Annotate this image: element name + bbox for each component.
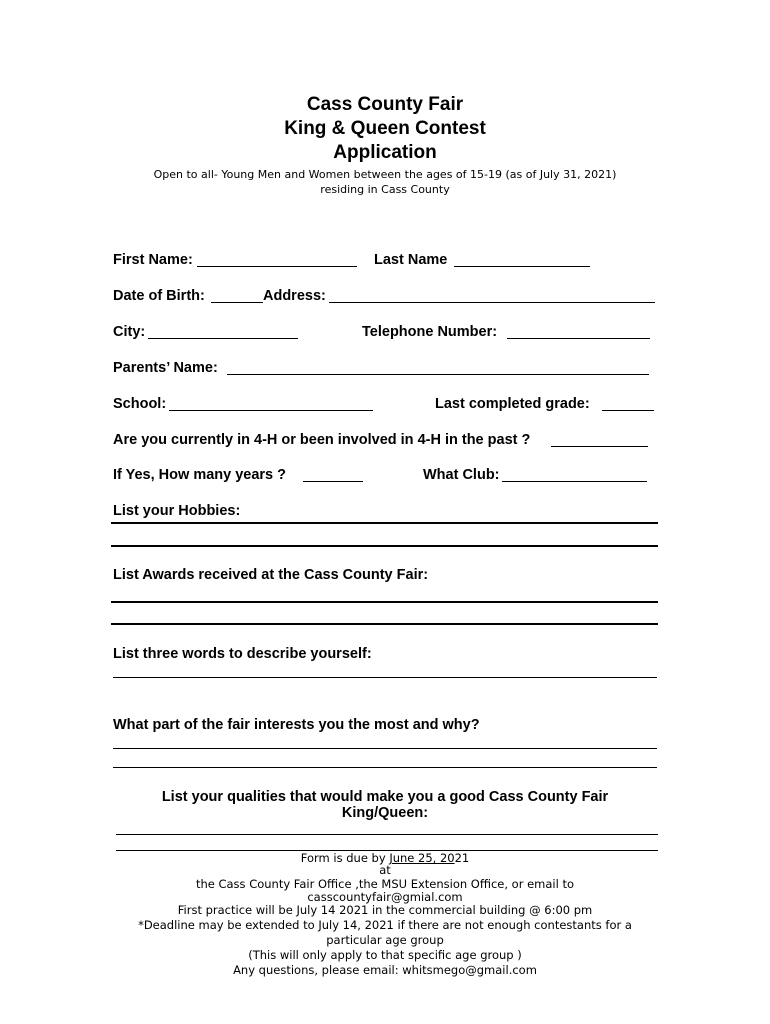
parents-name-line[interactable] [227,374,649,375]
hobbies-line-1[interactable] [111,522,658,524]
due-suffix: 21 [454,851,470,865]
practice-text: First practice will be July 14 2021 in the commercial building @ 6:00 pm [177,903,593,917]
last-name-label: Last Name [374,252,448,268]
awards-line-1[interactable] [111,601,658,603]
fair-interest-label: What part of the fair interests you the most and why? [113,717,480,733]
club-line[interactable] [502,481,647,482]
grade-line[interactable] [602,410,654,411]
city-line[interactable] [148,338,298,339]
first-name-label: First Name: [113,252,193,268]
fourh-line[interactable] [551,446,648,447]
school-line[interactable] [169,410,373,411]
last-name-line[interactable] [454,266,590,267]
due-date: June 25, 20 [389,851,455,865]
eligibility-text: Open to all- Young Men and Women between the ages of 15-19 (as of July 31, 2021) [153,168,617,181]
three-words-line[interactable] [113,677,657,678]
years-label: If Yes, How many years ? [113,467,287,483]
parents-name-label: Parents’ Name: [113,360,218,376]
city-label: City: [113,324,146,340]
due-prefix: Form is due by [300,851,390,865]
office-text: the Cass County Fair Office ,the MSU Extension Office, or email to [195,877,575,891]
dob-label: Date of Birth: [113,288,205,304]
residency-text: residing in Cass County [320,183,450,196]
telephone-label: Telephone Number: [362,324,498,340]
first-name-line[interactable] [197,266,357,267]
fair-interest-line-2[interactable] [113,767,657,768]
dob-line[interactable] [211,302,263,303]
three-words-label: List three words to describe yourself: [113,646,372,662]
age-group-text: particular age group [326,933,444,947]
address-line[interactable] [329,302,655,303]
hobbies-line-2[interactable] [111,545,658,547]
school-label: School: [113,396,167,412]
hobbies-label: List your Hobbies: [113,503,241,519]
telephone-line[interactable] [507,338,650,339]
qualities-label-2: King/Queen: [341,805,429,821]
form-title: Cass County Fair [306,94,464,115]
years-line[interactable] [303,481,363,482]
fair-interest-line-1[interactable] [113,748,657,749]
awards-label: List Awards received at the Cass County Fair: [113,567,429,583]
at-text: at [379,863,391,877]
qualities-label-1: List your qualities that would make you a good Cass County Fair [161,789,609,805]
deadline-text: *Deadline may be extended to July 14, 2021 if there are not enough contestants for a [138,918,632,932]
questions-text: Any questions, please email: whitsmego@gmail.com [233,963,537,977]
grade-label: Last completed grade: [435,396,590,412]
address-label: Address: [263,288,326,304]
awards-line-2[interactable] [111,623,658,625]
club-label: What Club: [423,467,500,483]
apply-text: (This will only apply to that specific age group ) [248,948,522,962]
application-title: Application [333,142,437,163]
fair-email: casscountyfair@gmial.com [307,890,463,904]
fourh-question-label: Are you currently in 4-H or been involved in 4-H in the past ? [113,432,531,448]
contest-title: King & Queen Contest [284,118,486,139]
qualities-line-1[interactable] [116,834,658,835]
